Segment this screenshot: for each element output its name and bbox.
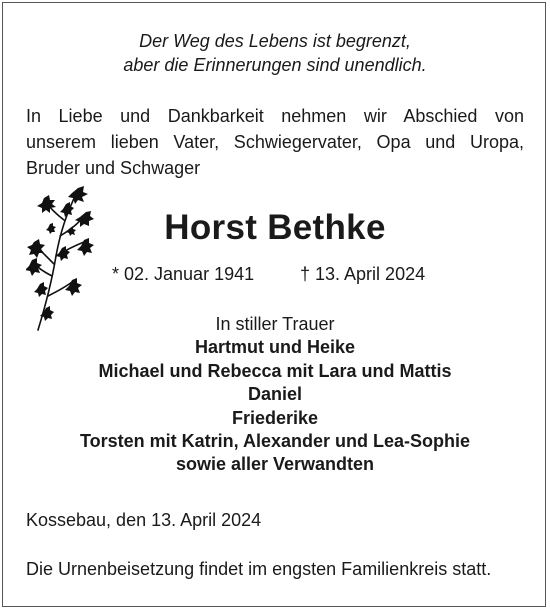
intro-line-1: In Liebe und Dankbarkeit nehmen wir Abschied von [26, 106, 524, 126]
mourner-line: Friederike [231, 407, 319, 428]
motto-line-1: Der Weg des Lebens ist begrenzt, [139, 31, 411, 51]
mourner-line: Torsten mit Katrin, Alexander und Lea-Sophie [79, 431, 471, 452]
mourner-line: Michael und Rebecca mit Lara und Mattis [98, 360, 452, 381]
mourner-line: Daniel [247, 384, 303, 405]
mourners-heading: In stiller Trauer [215, 314, 335, 334]
vine-branch-icon [26, 184, 96, 334]
motto [0, 29, 550, 77]
intro-line-3: Bruder und Schwager [26, 158, 201, 178]
birth-date: * 02. Januar 1941 [112, 264, 255, 284]
mourner-line: Hartmut und Heike [194, 337, 356, 358]
death-date: † 13. April 2024 [300, 264, 426, 284]
mourner-line: sowie aller Verwandten [175, 454, 375, 475]
motto-line-2: aber die Erinnerungen sind unendlich. [123, 55, 427, 75]
place-date: Kossebau, den 13. April 2024 [26, 510, 262, 530]
funeral-note: Die Urnenbeisetzung findet im engsten Familienkreis statt. [26, 559, 492, 579]
mourners-block [0, 313, 550, 477]
intro-text [26, 103, 524, 181]
intro-line-2: unserem lieben Vater, Schwiegervater, Opa und Uropa, [26, 132, 524, 152]
deceased-name: Horst Bethke [164, 208, 386, 247]
